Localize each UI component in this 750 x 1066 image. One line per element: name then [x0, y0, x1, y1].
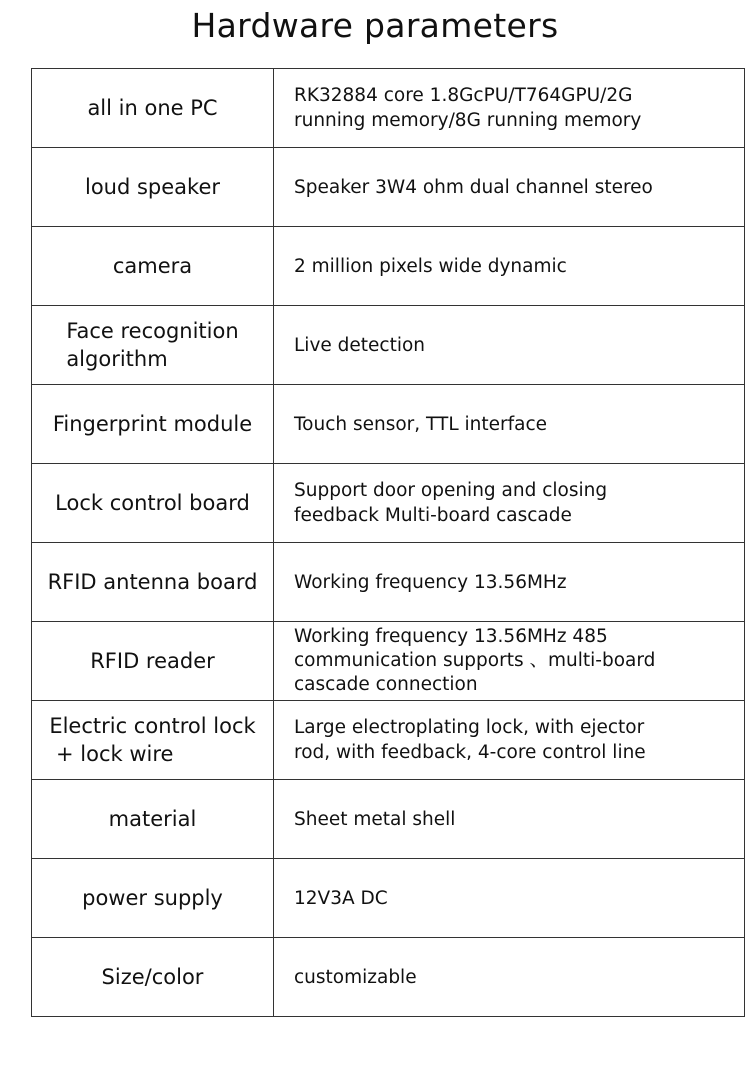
- param-name-cell: [32, 227, 274, 306]
- param-name-cell: [32, 859, 274, 938]
- param-value-cell: [274, 69, 745, 148]
- table-row: [32, 385, 745, 464]
- table-row: [32, 227, 745, 306]
- param-name: Face recognition: [66, 319, 239, 343]
- table-row: [32, 543, 745, 622]
- param-value-cell: [274, 780, 745, 859]
- param-name: + lock wire: [49, 742, 174, 766]
- table-row: [32, 859, 745, 938]
- param-value-line: Sheet metal shell: [294, 808, 456, 830]
- param-name: material: [108, 807, 197, 831]
- param-name: RFID reader: [90, 649, 215, 673]
- hardware-parameters-table: [31, 68, 745, 1017]
- param-name-cell: [32, 543, 274, 622]
- param-value-line: 12V3A DC: [294, 887, 388, 909]
- param-value-cell: [274, 938, 745, 1017]
- param-value-cell: [274, 464, 745, 543]
- param-value-cell: [274, 701, 745, 780]
- table-row: [32, 701, 745, 780]
- param-value-cell: [274, 859, 745, 938]
- param-name: Lock control board: [55, 491, 250, 515]
- param-name: camera: [112, 254, 193, 278]
- param-name: power supply: [82, 886, 223, 910]
- param-value-cell: [274, 385, 745, 464]
- table-row: [32, 622, 745, 701]
- table-row: [32, 306, 745, 385]
- param-name-cell: [32, 69, 274, 148]
- param-value-cell: [274, 543, 745, 622]
- param-value-line: Working frequency 13.56MHz: [294, 571, 567, 593]
- param-value-line: Live detection: [294, 334, 426, 356]
- param-name-cell: [32, 780, 274, 859]
- param-name-block: [66, 317, 238, 373]
- param-value-line: Speaker 3W4 ohm dual channel stereo: [294, 176, 653, 198]
- param-name-cell: [32, 938, 274, 1017]
- table-row: [32, 780, 745, 859]
- param-value-cell: [274, 306, 745, 385]
- param-name: loud speaker: [84, 175, 221, 199]
- param-name: RFID antenna board: [47, 570, 258, 594]
- param-value-line: 2 million pixels wide dynamic: [294, 255, 567, 277]
- page-title: Hardware parameters: [191, 6, 559, 45]
- param-name: Electric control lock: [49, 714, 256, 738]
- param-value-cell: [274, 227, 745, 306]
- param-value-line: cascade connection: [294, 674, 478, 695]
- param-value-line: communication supports 、multi-board: [294, 650, 656, 671]
- param-name: algorithm: [66, 347, 168, 371]
- param-name: all in one PC: [87, 96, 218, 120]
- param-name-cell: [32, 622, 274, 701]
- param-value-cell: [274, 148, 745, 227]
- param-value-line: RK32884 core 1.8GcPU/T764GPU/2G: [294, 85, 633, 106]
- param-value-line: Large electroplating lock, with ejector: [294, 717, 645, 738]
- param-value-line: feedback Multi-board cascade: [294, 505, 572, 526]
- param-name-block: [49, 712, 255, 768]
- param-value-line: Support door opening and closing: [294, 480, 608, 501]
- param-name-cell: [32, 464, 274, 543]
- param-name-cell: [32, 148, 274, 227]
- table-row: [32, 148, 745, 227]
- param-value-line: Touch sensor, TTL interface: [294, 413, 548, 435]
- param-value-line: running memory/8G running memory: [294, 110, 642, 131]
- param-name: Fingerprint module: [52, 412, 253, 436]
- param-name-cell: [32, 306, 274, 385]
- param-name-cell: [32, 385, 274, 464]
- param-name: Size/color: [101, 965, 204, 989]
- table-row: [32, 464, 745, 543]
- param-name-cell: [32, 701, 274, 780]
- table-row: [32, 69, 745, 148]
- param-value-line: Working frequency 13.56MHz 485: [294, 626, 608, 647]
- param-value-line: rod, with feedback, 4-core control line: [294, 742, 646, 763]
- param-value-cell: [274, 622, 745, 701]
- table-row: [32, 938, 745, 1017]
- param-value-line: customizable: [294, 966, 417, 988]
